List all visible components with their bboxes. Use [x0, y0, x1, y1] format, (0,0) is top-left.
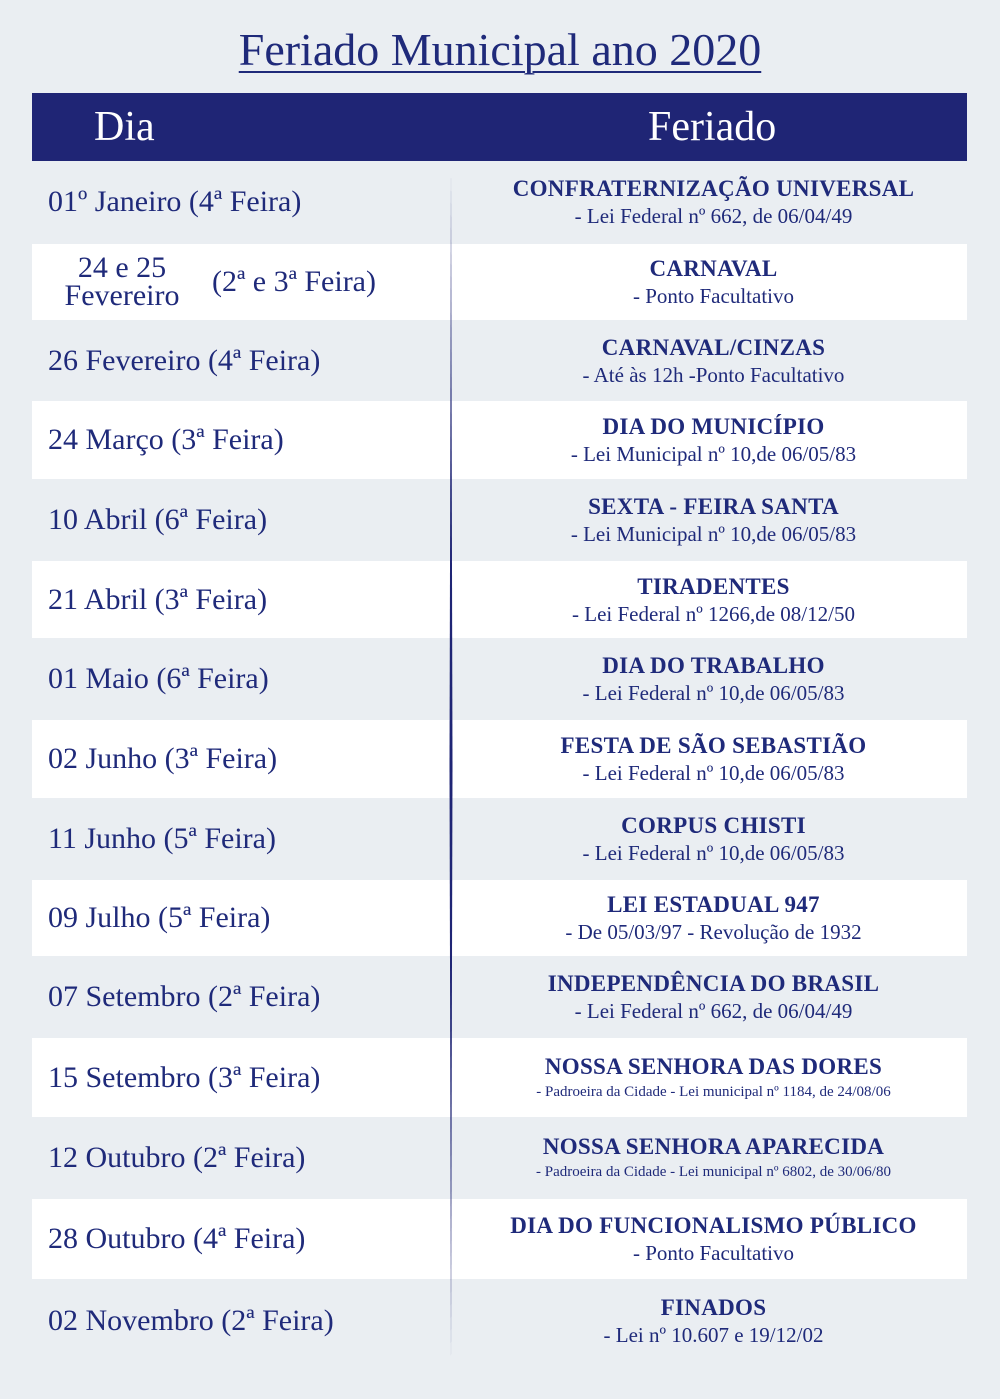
holiday-note: - Lei Federal nº 10,de 06/05/83 [582, 681, 845, 705]
page-title [0, 22, 1000, 78]
table-row [32, 480, 967, 560]
header-day: Dia [94, 104, 155, 150]
row-day-line1: 24 e 25 [77, 251, 167, 284]
holiday-name: NOSSA SENHORA APARECIDA [542, 1134, 885, 1159]
holiday-name: CARNAVAL [649, 256, 778, 281]
holiday-note: - Lei Federal nº 662, de 06/04/49 [574, 204, 853, 228]
row-holiday [460, 413, 967, 467]
column-divider-line [446, 172, 456, 1360]
holiday-name: DIA DO FUNCIONALISMO PÚBLICO [510, 1213, 917, 1238]
row-holiday [460, 175, 967, 229]
table-row [32, 244, 967, 320]
row-day: 12 Outubro (2ª Feira) [48, 1141, 306, 1174]
row-holiday [460, 652, 967, 706]
holiday-note: - Lei Municipal nº 10,de 06/05/83 [570, 442, 857, 466]
holiday-note: - Ponto Facultativo [633, 284, 794, 308]
holiday-name: LEI ESTADUAL 947 [607, 892, 820, 917]
holiday-name: FINADOS [660, 1295, 767, 1320]
table-row [32, 880, 967, 956]
table-row [32, 1118, 967, 1198]
holiday-name: CONFRATERNIZAÇÃO UNIVERSAL [512, 176, 915, 201]
holiday-name: DIA DO TRABALHO [602, 653, 825, 678]
holiday-name: FESTA DE SÃO SEBASTIÃO [560, 733, 867, 758]
row-day: 02 Novembro (2ª Feira) [48, 1304, 334, 1337]
row-holiday [460, 573, 967, 627]
holiday-note: - Padroeira da Cidade - Lei municipal nº 6802, de 30/06/80 [536, 1164, 891, 1180]
row-holiday [460, 891, 967, 945]
row-holiday [460, 732, 967, 786]
holiday-note: - De 05/03/97 - Revolução de 1932 [565, 920, 862, 944]
row-day: 28 Outubro (4ª Feira) [48, 1222, 306, 1255]
table-row [32, 561, 967, 638]
row-day: 02 Junho (3ª Feira) [48, 742, 278, 775]
holiday-note: - Lei Federal nº 10,de 06/05/83 [582, 761, 845, 785]
holiday-name: SEXTA - FEIRA SANTA [588, 494, 839, 519]
row-day: 11 Junho (5ª Feira) [48, 822, 276, 855]
holiday-note: - Padroeira da Cidade - Lei municipal nº 1184, de 24/08/06 [536, 1083, 891, 1100]
row-holiday [460, 255, 967, 309]
table-row [32, 799, 967, 879]
header-holiday: Feriado [648, 104, 777, 150]
holiday-note: - Lei Municipal nº 10,de 06/05/83 [570, 522, 857, 546]
holiday-note: - Ponto Facultativo [633, 1241, 794, 1265]
row-day: 24 Março (3ª Feira) [48, 423, 284, 456]
row-day-suffix: (2ª e 3ª Feira) [212, 265, 376, 298]
table-row [32, 1199, 967, 1279]
page-title-text: Feriado Municipal ano 2020 [238, 24, 762, 75]
table-row [32, 720, 967, 798]
holiday-name: TIRADENTES [637, 573, 790, 599]
holiday-name: NOSSA SENHORA DAS DORES [544, 1053, 883, 1079]
row-day: 26 Fevereiro (4ª Feira) [48, 344, 321, 377]
holiday-note: - Lei Federal nº 1266,de 08/12/50 [572, 601, 855, 626]
row-holiday [460, 1212, 967, 1266]
holiday-note: - Lei Federal nº 662, de 06/04/49 [574, 999, 853, 1023]
row-day: 10 Abril (6ª Feira) [48, 503, 268, 536]
holiday-name: CORPUS CHISTI [621, 813, 806, 838]
row-day: 09 Julho (5ª Feira) [48, 901, 271, 934]
row-day: 21 Abril (3ª Feira) [48, 582, 268, 616]
row-holiday [460, 1294, 967, 1348]
table-header [32, 93, 967, 161]
holiday-name: CARNAVAL/CINZAS [601, 335, 826, 360]
row-day: 01º Janeiro (4ª Feira) [48, 185, 302, 218]
row-day: 15 Setembro (3ª Feira) [48, 1060, 321, 1094]
table-row [32, 1038, 967, 1117]
table-row [32, 162, 967, 242]
row-holiday [460, 493, 967, 547]
row-day: 01 Maio (6ª Feira) [48, 662, 269, 695]
row-day-line2: Fevereiro [64, 279, 180, 312]
holiday-note: - Lei Federal nº 10,de 06/05/83 [582, 841, 845, 865]
table-row [32, 639, 967, 719]
row-holiday [460, 1133, 967, 1183]
table-row [32, 957, 967, 1037]
table-row [32, 322, 967, 400]
holiday-note: - Até às 12h -Ponto Facultativo [582, 363, 845, 387]
row-day [32, 251, 452, 312]
row-holiday [460, 1053, 967, 1103]
table-row [32, 401, 967, 479]
holiday-name: INDEPENDÊNCIA DO BRASIL [547, 971, 880, 996]
table-row [32, 1280, 967, 1362]
row-holiday [460, 334, 967, 388]
row-day: 07 Setembro (2ª Feira) [48, 980, 321, 1013]
row-holiday [460, 970, 967, 1024]
holiday-note: - Lei nº 10.607 e 19/12/02 [603, 1323, 824, 1347]
row-holiday [460, 812, 967, 866]
holiday-name: DIA DO MUNICÍPIO [602, 414, 825, 439]
